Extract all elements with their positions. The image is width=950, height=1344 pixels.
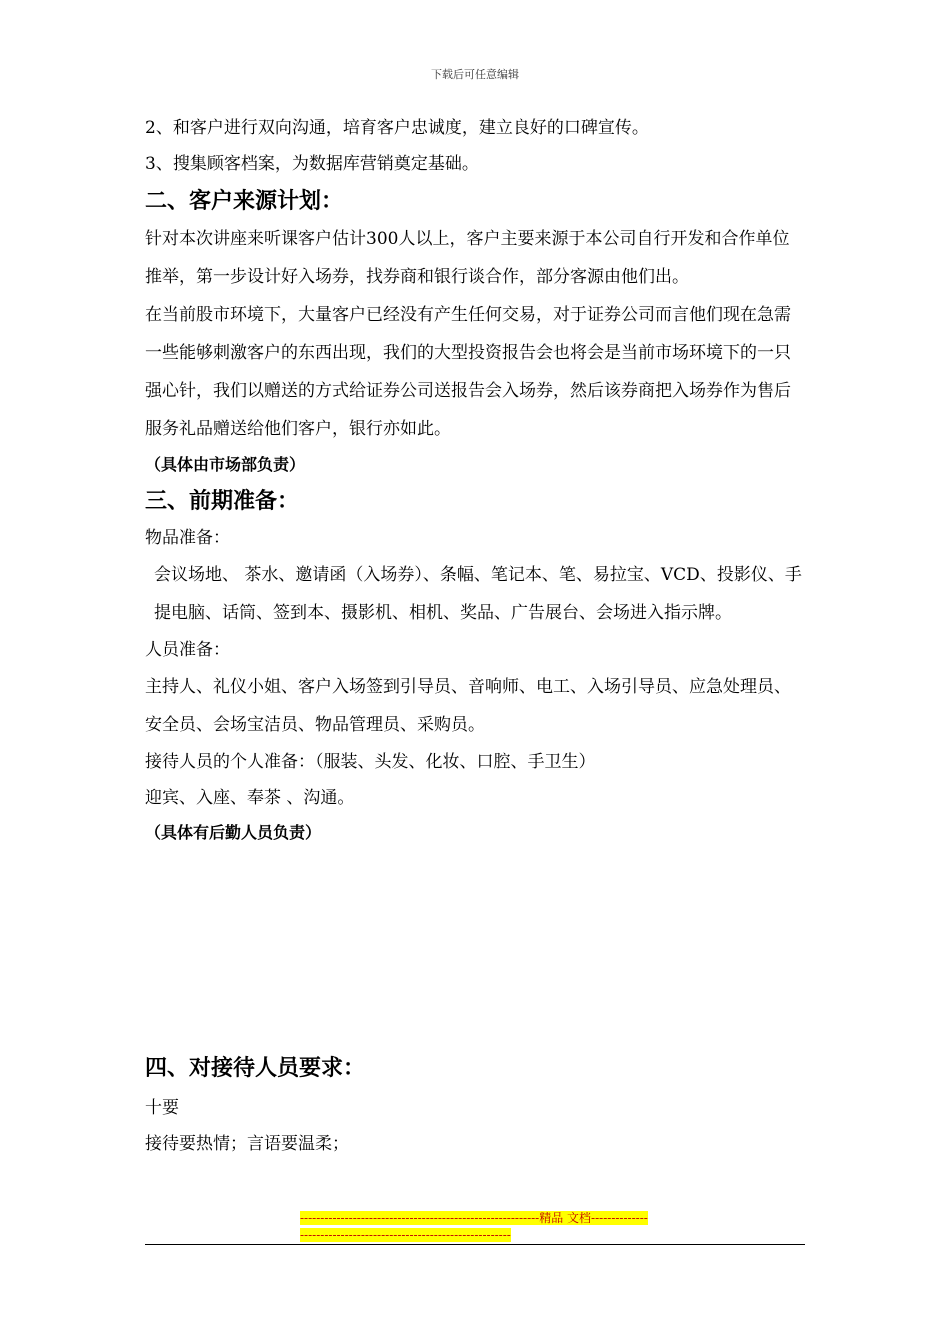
section-heading-customer-source: 二、客户来源计划：: [145, 188, 344, 214]
paragraph-customer-source: 针对本次讲座来听课客户估计300人以上，客户主要来源于本公司自行开发和合作单位推举，第一步设计好入场券，找券商和银行谈合作，部分客源由他们出。: [145, 229, 790, 287]
list-item-2: 2、和客户进行双向沟通，培育客户忠诚度，建立良好的口碑宣传。: [145, 118, 649, 138]
reception-steps: 迎宾、入座、奉茶 、沟通。: [145, 788, 355, 808]
goods-prep-label: 物品准备：: [145, 528, 230, 548]
blank-space: [145, 850, 805, 1046]
document-body: [145, 110, 805, 1162]
section-heading-reception-requirements: 四、对接待人员要求：: [145, 1055, 366, 1081]
paragraph-market-environment: 在当前股市环境下，大量客户已经没有产生任何交易，对于证券公司而言他们现在急需一些能够刺激客户的东西出现，我们的大型投资报告会也将会是当前市场环境下的一只强心针，我们以赠送的方式给证券公司送报告会入场券，然后该券商把入场券作为售后服务礼品赠送给他们客户，银行亦如此。: [145, 305, 791, 439]
footer-highlight: -----------------------------------------------------------精品 文档------------------------------------------------------------------: [300, 1211, 648, 1242]
personal-prep: 接待人员的个人准备：（服装、头发、化妆、口腔、手卫生）: [145, 752, 596, 772]
staff-prep-label: 人员准备：: [145, 640, 230, 660]
goods-prep-list: 会议场地、 茶水、邀请函（入场券）、条幅、笔记本、笔、易拉宝、VCD、投影仪、手提电脑、话筒、签到本、摄影机、相机、奖品、广告展台、会场进入指示牌。: [154, 565, 802, 623]
page-header: 下载后可任意编辑: [431, 68, 519, 81]
footer-text: [300, 1210, 650, 1244]
list-item-3: 3、搜集顾客档案，为数据库营销奠定基础。: [145, 154, 479, 174]
ten-requirements-label: 十要: [145, 1098, 179, 1118]
footer-rule: [145, 1244, 805, 1245]
responsibility-note-marketing: （具体由市场部负责）: [145, 455, 306, 474]
section-heading-preparation: 三、前期准备：: [145, 488, 300, 514]
staff-prep-list: 主持人、礼仪小姐、客户入场签到引导员、音响师、电工、入场引导员、应急处理员、安全员、会场宝洁员、物品管理员、采购员。: [145, 677, 791, 735]
responsibility-note-logistics: （具体有后勤人员负责）: [145, 823, 322, 842]
requirement-line-1: 接待要热情；言语要温柔；: [145, 1134, 349, 1154]
